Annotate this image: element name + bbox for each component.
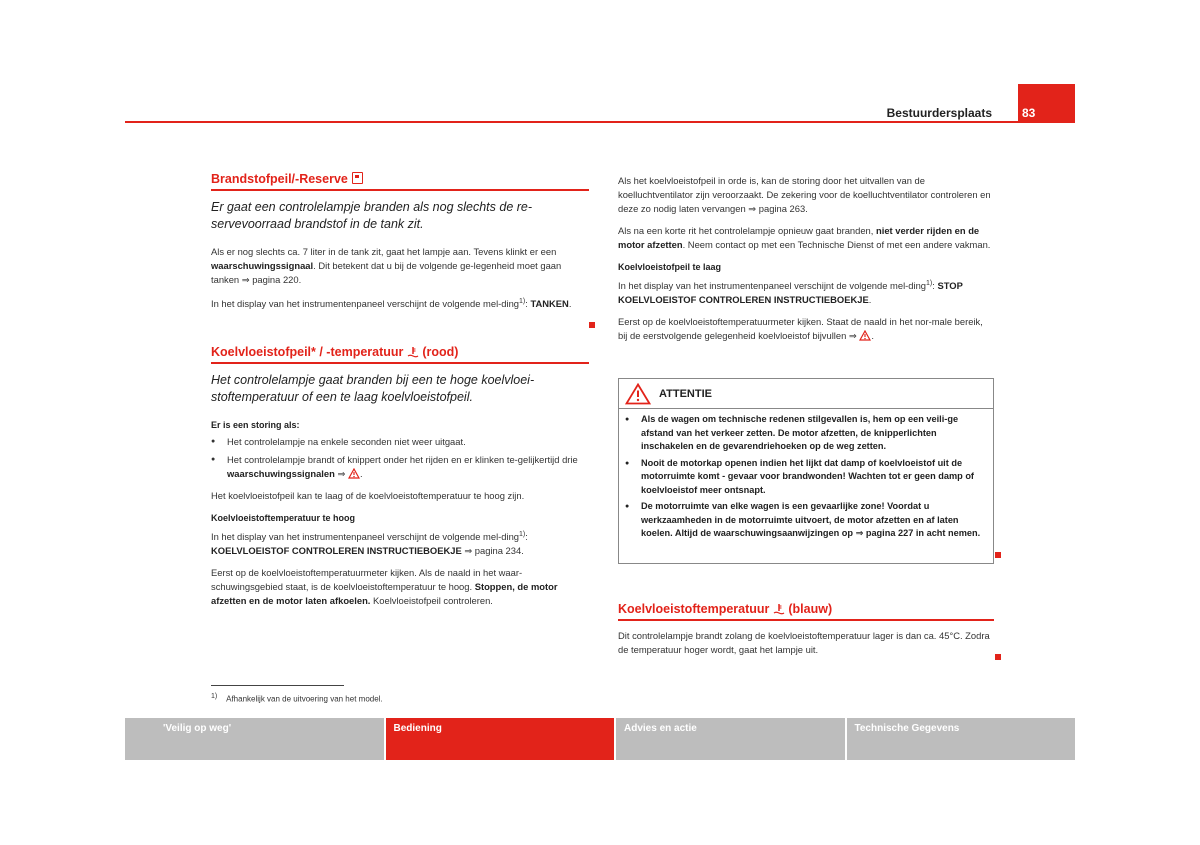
paragraph <box>211 295 589 311</box>
text: In het display van het instrumentenpaneel verschijnt de volgende mel-ding <box>211 298 520 310</box>
text-bold: niet verder rijden en de motor afzetten <box>618 225 980 250</box>
text: . <box>568 298 572 310</box>
attention-header <box>619 379 993 409</box>
paragraph <box>211 566 589 608</box>
subheading: Koelvloeistofpeil te laag <box>618 262 722 272</box>
attention-box <box>618 378 994 564</box>
tab-technische-gegevens[interactable]: Technische Gegevens <box>847 718 1076 760</box>
section-title-coolant-blue <box>618 602 994 621</box>
paragraph <box>618 315 994 343</box>
paragraph <box>618 277 994 307</box>
text: Als er nog slechts ca. 7 liter in de tank zit, gaat het lampje aan. Tevens klinkt er een <box>211 246 557 257</box>
section-coolant-blue <box>618 602 994 665</box>
warning-triangle-icon <box>348 468 360 479</box>
text-bold: waarschuwingssignaal <box>211 260 314 271</box>
section-title-fuel <box>211 172 589 191</box>
section-title-coolant-blue-text: Koelvloeistoftemperatuur <box>618 602 773 616</box>
text: In het display van het instrumentenpaneel verschijnt de volgende mel-ding <box>618 280 927 292</box>
text: Eerst op de koelvloeistoftemperatuurmeter kijken. Staat de naald in het nor-male bereik, bij de eerstvolgende gelegenheid koelvloeistof bijvullen ⇒ <box>618 316 983 342</box>
text: ⇒ <box>334 468 348 480</box>
section-title-fuel-text: Brandstofpeil/-Reserve <box>211 172 348 186</box>
tab-veilig-op-weg[interactable]: 'Veilig op weg' <box>125 718 384 760</box>
footnote-rule <box>211 685 344 686</box>
fuel-pump-icon <box>352 172 363 184</box>
display-message: KOELVLOEISTOF CONTROLEREN INSTRUCTIEBOEKJE <box>211 545 462 557</box>
section-lead-coolant: Het controlelampje gaat branden bij een te hoge koelvloei-stoftemperatuur of een te laag koelvloeistofpeil. <box>211 373 535 405</box>
section-lead-fuel: Er gaat een controlelampje branden als nog slechts de re-servevoorraad brandstof in de tank zit. <box>211 200 533 231</box>
list-item <box>211 453 589 481</box>
section-title-coolant-blue-suffix: (blauw) <box>784 602 833 616</box>
coolant-temperature-icon <box>407 346 419 358</box>
list-item: ● Het controlelampje na enkele seconden niet weer uitgaat. <box>211 435 589 449</box>
tab-advies-en-actie[interactable]: Advies en actie <box>616 718 845 760</box>
subheading: Er is een storing als: <box>211 420 300 431</box>
text: Als na een korte rit het controlelampje opnieuw gaat branden, <box>618 225 876 236</box>
tab-bediening[interactable]: Bediening <box>386 718 615 760</box>
text: . <box>871 330 874 342</box>
section-end-marker <box>589 322 595 328</box>
footnote-mark: 1) <box>211 693 218 700</box>
text: Koelvloeistofpeil controleren. <box>370 595 493 607</box>
attention-body <box>619 409 993 548</box>
text: : <box>525 531 528 543</box>
display-message: STOP KOELVLOEISTOF CONTROLEREN INSTRUCTIEBOEKJE <box>618 280 963 306</box>
text: In het display van het instrumentenpaneel verschijnt de volgende mel-ding <box>211 531 520 543</box>
attention-title: ATTENTIE <box>659 387 712 400</box>
footnote-ref: 1) <box>926 280 933 287</box>
chapter-tabs <box>125 718 1075 760</box>
section-end-marker <box>995 654 1001 660</box>
paragraph: Dit controlelampje brandt zolang de koelvloeistoftemperatuur lager is dan ca. 45°C. Zodra de temperatuur hoger wordt, gaat het lampje uit. <box>618 630 990 655</box>
text: . <box>359 468 363 480</box>
paragraph <box>618 224 994 252</box>
warning-triangle-icon <box>859 330 871 341</box>
right-column <box>618 174 994 351</box>
paragraph <box>211 245 589 287</box>
text: . <box>868 294 872 306</box>
subheading: Koelvloeistoftemperatuur te hoog <box>211 513 356 524</box>
paragraph: Het koelvloeistofpeil kan te laag of de koelvloeistoftemperatuur te hoog zijn. <box>211 490 525 502</box>
section-title-coolant-text: Koelvloeistofpeil* / -temperatuur <box>211 345 407 360</box>
display-message: TANKEN <box>530 298 569 310</box>
list-item: ● Als de wagen om technische redenen stilgevallen is, hem op een veili-ge afstand van het verkeer zetten. De motor afzetten, de knipperlichten inschakelen en de gevarendriehoeken op de weg zetten. <box>625 413 987 454</box>
section-title-coolant-suffix: (rood) <box>418 345 459 360</box>
text: . Neem contact op met een Technische Dienst of met een andere vakman. <box>682 239 991 250</box>
text: : <box>932 280 938 292</box>
section-end-marker <box>995 552 1001 558</box>
page-number: 83 <box>1022 106 1036 120</box>
paragraph <box>211 528 589 558</box>
text: : <box>525 298 531 310</box>
footnote-ref: 1) <box>519 531 526 539</box>
coolant-temperature-icon <box>773 603 785 615</box>
footnote-ref: 1) <box>519 298 526 305</box>
warning-triangle-icon <box>625 383 651 405</box>
header-rule <box>125 121 1075 123</box>
footnote-text: Afhankelijk van de uitvoering van het model. <box>226 694 383 704</box>
paragraph: Als het koelvloeistofpeil in orde is, kan de storing door het uitvallen van de koelluchtventilator zijn veroorzaakt. De zekering voor de koelluchtventilator controleren en deze zo nodig laten vervangen ⇒ pagina 263. <box>618 175 991 214</box>
text-bold: Stoppen, de motor afzetten en de motor laten afkoelen. <box>211 581 558 607</box>
text-bold: waarschuwingssignalen <box>227 468 335 480</box>
text: ⇒ pagina 234. <box>461 545 524 557</box>
text: Eerst op de koelvloeistoftemperatuurmeter kijken. Als de naald in het waar-schuwingsgebied staat, is de koelvloeistoftemperatuur te hoog. <box>211 567 523 593</box>
text: Het controlelampje brandt of knippert onder het rijden en er klinken te-gelijkertijd drie <box>227 454 578 466</box>
section-title-coolant-red <box>211 345 589 364</box>
text: . Dit betekent dat u bij de volgende ge-legenheid moet gaan tanken ⇒ pagina 220. <box>211 260 562 285</box>
left-column <box>211 172 589 616</box>
running-header-title: Bestuurdersplaats <box>886 106 992 120</box>
list-item: ● De motorruimte van elke wagen is een gevaarlijke zone! Voordat u werkzaamheden in de motorruimte uitvoert, de motor afzetten en af laten koelen. Altijd de waarschuwingsaanwijzingen op ⇒ pagina 227 in acht nemen. <box>625 500 987 541</box>
list-item: ● Nooit de motorkap openen indien het lijkt dat damp of koelvloeistof uit de motorruimte komt - gevaar voor brandwonden! Wachten tot er geen damp of koelvloeistof meer ontsnapt. <box>625 457 987 498</box>
footnote <box>211 693 383 704</box>
